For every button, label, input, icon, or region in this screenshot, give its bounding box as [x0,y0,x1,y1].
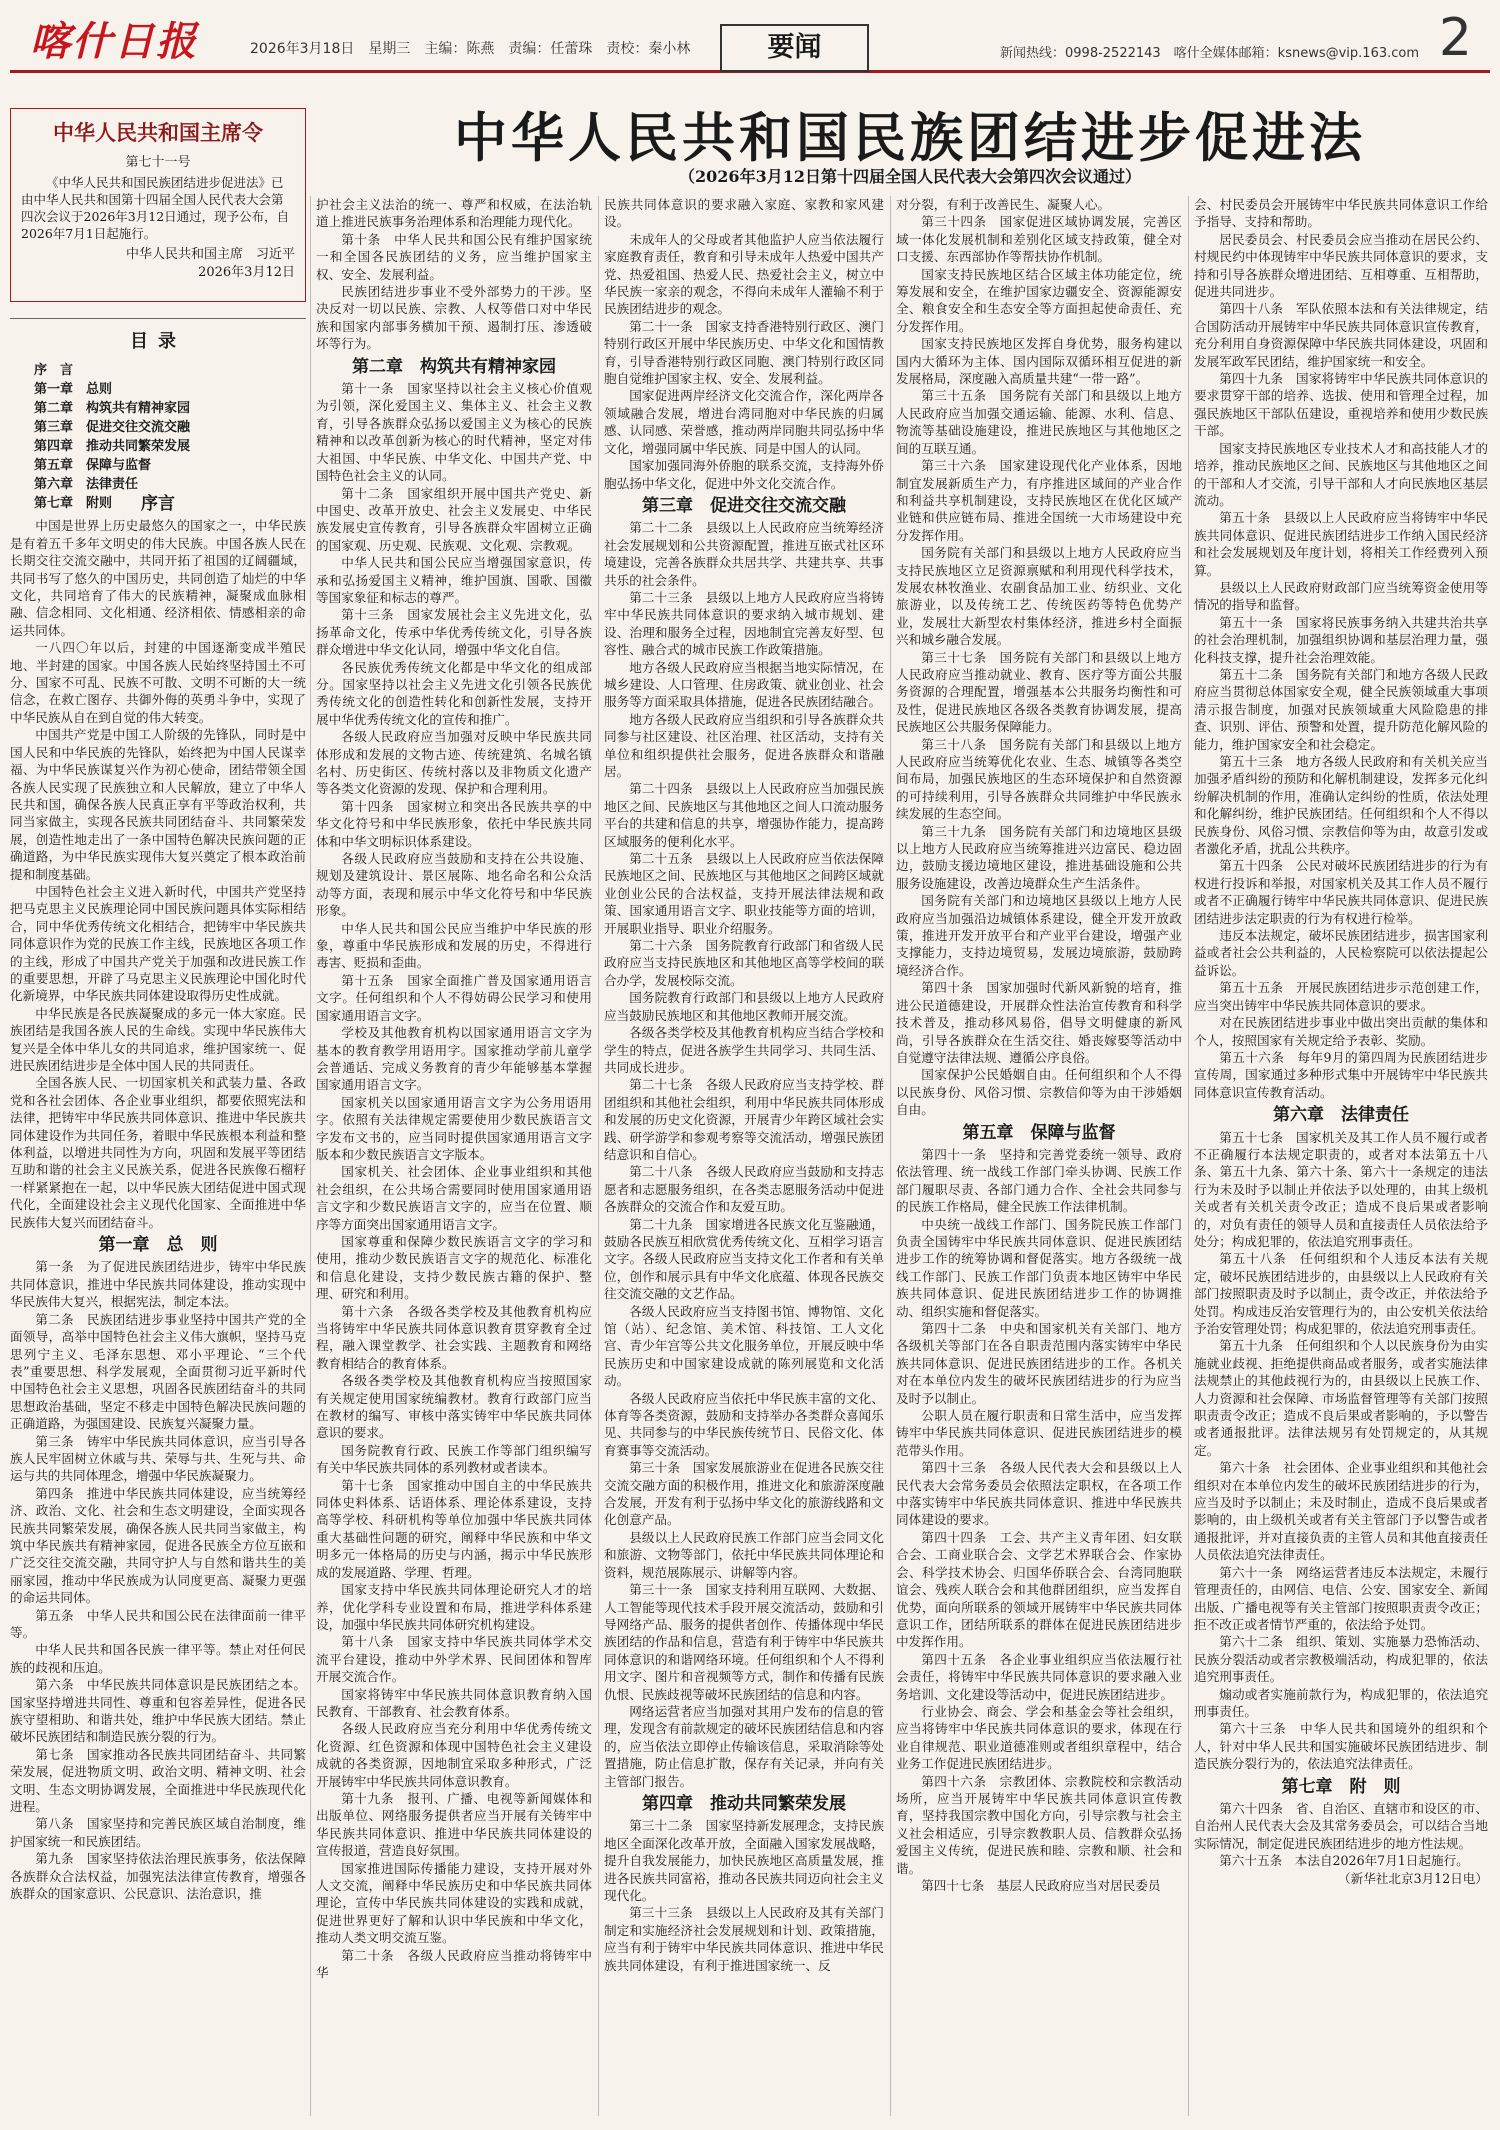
article: 第十条 中华人民共和国公民有维护国家统一和全国各民族团结的义务，应当维护国家主权、安全、发展利益。 [316,231,592,282]
toc-item: 序 言 [34,363,74,378]
order-body: 《中华人民共和国民族团结进步促进法》已由中华人民共和国第十四届全国人民代表大会第四次会议于2026年3月12日通过，现予公布，自2026年7月1日起施行。 [21,175,290,241]
article: 第二十六条 国务院教育行政部门和省级人民政府应当支持民族地区和其他地区高等学校间的联合办学，发展校际交流。 [604,938,884,988]
column-rule [890,196,891,2116]
paragraph: 全国各族人民、一切国家机关和武装力量、各政党和各社会团体、各企业事业组织，都要依照宪法和法律，把铸牢中华民族共同体意识、推进中华民族共同体建设作为共同任务，着眼中华民族根本利益和整体利益，以增进共同性为方向，巩固和发展平等团结互助和谐的社会主义民族关系，促进各民族像石榴籽一样紧紧抱在一起，以中华民族大团结促进中国式现代化，全面建设社会主义现代化国家、全面推进中华民族伟大复兴而团结奋斗。 [10,1075,306,1230]
article: 第十二条 国家组织开展中国共产党史、新中国史、改革开放史、社会主义发展史、中华民族发展史宣传教育，引导各族群众牢固树立正确的国家观、历史观、民族观、文化观、宗教观。 [316,485,592,553]
article: 第十六条 各级各类学校及其他教育机构应当将铸牢中华民族共同体意识教育贯穿教育全过程，融入课堂教学、社会实践、主题教育和网络教育相结合的教育体系。 [316,1303,592,1371]
chapter-heading: 第三章 促进交往交流交融 [642,495,846,516]
chapter-heading: 第五章 保障与监督 [962,1122,1116,1143]
paragraph: 未成年人的父母或者其他监护人应当依法履行家庭教育责任，教育和引导未成年人热爱中国共产党、热爱祖国、热爱人民、热爱社会主义，树立中华民族一家亲的观念，不得向未成年人灌输不利于民族团结进步的观念。 [604,231,884,317]
presidential-order [10,108,306,302]
paragraph: 中国共产党是中国工人阶级的先锋队，同时是中国人民和中华民族的先锋队，始终把为中国人民谋幸福、为中华民族谋复兴作为初心使命，团结带领全国各族人民实现了民族独立和人民解放，建立了中华人民共和国，确保各族人民真正享有平等政治权利，共同当家做主，实现各民族共同团结奋斗、共同繁荣发展，创造性地走出了一条中国特色解决民族问题的正确道路，为中华民族实现伟大复兴奠定了根本政治前提和制度基础。 [10,727,306,882]
hotline: 新闻热线：0998-2522143 喀什全媒体邮箱：ksnews@vip.163.com [1000,46,1420,61]
article: 第六十一条 网络运营者违反本法规定，未履行管理责任的，由网信、电信、公安、国家安全、新闻出版、广播电视等有关主管部门按照职责责令改正；拒不改正或者情节严重的，依法给予处罚。 [1194,1564,1488,1632]
text-column-3 [604,196,884,2120]
paragraph: 国务院教育行政部门和县级以上地方人民政府应当鼓励民族地区和其他地区教师开展交流。 [604,990,884,1023]
paragraph: 违反本法规定，破坏民族团结进步，损害国家利益或者社会公共利益的，人民检察院可以依法提起公益诉讼。 [1194,928,1488,978]
toc-item: 第四章 推动共同繁荣发展 [34,439,191,454]
paragraph: 居民委员会、村民委员会应当推动在居民公约、村规民约中体现铸牢中华民族共同体意识的要求，支持和引导各族群众增进团结、互相尊重、互相帮助，促进共同进步。 [1194,231,1488,300]
article: 第四十五条 各企业事业组织应当依法履行社会责任，将铸牢中华民族共同体意识的要求融入业务培训、文化建设等活动中，促进民族团结进步。 [896,1651,1182,1702]
paragraph: 民族共同体意识的要求融入家庭、家教和家风建设。 [604,197,884,230]
paragraph: 地方各级人民政府应当组织和引导各族群众共同参与社区建设、社区治理、社区活动，支持有关单位和组织提供社会服务，促进各族群众和谐融居。 [604,711,884,779]
article: 第五条 中华人民共和国公民在法律面前一律平等。 [10,1607,306,1640]
article: 第五十六条 每年9月的第四周为民族团结进步宣传周，国家通过多种形式集中开展铸牢中华民族共同体意识宣传教育活动。 [1194,1049,1488,1100]
article: 第十四条 国家树立和突出各民族共享的中华文化符号和中华民族形象，依托中华民族共同体和中华文明标识体系建设。 [316,798,592,849]
text-column-2 [316,196,592,2120]
chapter-heading: 第一章 总 则 [98,1235,218,1256]
paragraph: 护社会主义法治的统一、尊严和权威，在法治轨道上推进民族事务治理体系和治理能力现代化。 [316,197,592,230]
article: 第五十条 县级以上人民政府应当将铸牢中华民族共同体意识、促进民族团结进步工作纳入国民经济和社会发展规划及年度计划，将相关工作经费列入预算。 [1194,510,1488,578]
article: 第六十四条 省、自治区、直辖市和设区的市、自治州人民代表大会及其常务委员会，可以结合当地实际情况，制定促进民族团结进步的地方性法规。 [1194,1800,1488,1851]
paragraph: 煽动或者实施前款行为，构成犯罪的，依法追究刑事责任。 [1194,1686,1488,1719]
article: 第四十三条 各级人民代表大会和县级以上人民代表大会常务委员会依照法定职权，在各项工作中落实铸牢中华民族共同体意识、推进中华民族共同体建设的要求。 [896,1460,1182,1528]
source-credit: （新华社北京3月12日电） [1338,1870,1488,1886]
chapter-heading: 第六章 法律责任 [1273,1105,1409,1126]
article: 第四十九条 国家将铸牢中华民族共同体意识的要求贯穿干部的培养、选拔、使用和管理全过程，加强民族地区干部队伍建设，重视培养和使用少数民族干部。 [1194,371,1488,439]
article: 第九条 国家坚持依法治理民族事务，依法保障各族群众合法权益，加强宪法法律宣传教育，增强各族群众的国家意识、公民意识、法治意识，推 [10,1851,306,1902]
article: 第四十一条 坚持和完善党委统一领导、政府依法管理、统一战线工作部门牵头协调、民族工作部门履职尽责、各部门通力合作、全社会共同参与的民族工作格局，健全民族工作法律机制。 [896,1146,1182,1215]
article: 第二十九条 国家增进各民族文化互鉴融通，鼓励各民族互相欣赏优秀传统文化、互相学习语言文字。各级人民政府应当支持文化工作者和有关单位，创作和展示具有中华文化底蕴、体现各民族交往交流交融的文艺作品。 [604,1216,884,1302]
paragraph: 各级人民政府应当支持图书馆、博物馆、文化馆（站）、纪念馆、美术馆、科技馆、工人文化宫、青少年宫等公共文化服务单位，开展反映中华民族历史和中国家建设成就的陈列展览和文化活动。 [604,1303,884,1389]
chapter-heading: 第四章 推动共同繁荣发展 [642,1793,846,1814]
paragraph: 国家支持民族地区结合区域主体功能定位，统筹发展和安全，在维护国家边疆安全、资源能源安全、粮食安全和生态安全等方面担起使命责任、充分发挥作用。 [896,266,1182,334]
article: 第二十八条 各级人民政府应当鼓励和支持志愿者和志愿服务组织，在各类志愿服务活动中促进各族群众的交流合作和友爱互助。 [604,1164,884,1215]
paragraph: 国家支持中华民族共同体理论研究人才的培养，优化学科专业设置和布局，推进学科体系建设，加强中华民族共同体研究机构建设。 [316,1582,592,1632]
toc-title: 目录 [130,331,186,352]
paragraph: 国务院教育行政、民族工作等部门组织编写有关中华民族共同体的系列教材或者读本。 [316,1442,592,1476]
order-signature [21,246,295,282]
paragraph: 一八四〇年以后，封建的中国逐渐变成半殖民地、半封建的国家。中国各族人民始终坚持国土不可分、国家不可乱、民族不可散、文明不可断的大一统信念，在救亡图存、共御外侮的英勇斗争中，实现了中华民族从自在到自觉的伟大转变。 [10,640,306,725]
article: 第三十一条 国家支持利用互联网、大数据、人工智能等现代技术手段开展交流活动，鼓励和引导网络产品、服务的提供者创作、传播体现中华民族团结的作品和信息，营造有利于铸牢中华民族共同体意识的和谐网络环境。任何组织和个人不得利用文字、图片和音视频等方式，制作和传播有民族仇恨、民族歧视等破坏民族团结的信息和内容。 [604,1582,884,1702]
chapter-heading: 第七章 附 则 [1281,1776,1401,1797]
order-date: 2026年3月12日 [198,265,295,280]
order-number: 第七十一号 [125,155,191,170]
article: 第二十四条 县级以上人民政府应当加强民族地区之间、民族地区与其他地区之间人口流动服务平台的共建和信息的共享，增强协作能力，提高跨区域服务的便利化水平。 [604,781,884,849]
masthead [10,8,1490,73]
paragraph: 国家加强同海外侨胞的联系交流，支持海外侨胞弘扬中华文化，促进中外文化交流合作。 [604,458,884,491]
article: 第三十八条 国务院有关部门和县级以上地方人民政府应当统筹优化农业、生态、城镇等各类空间布局，加强民族地区的生态环境保护和自然资源的可持续利用，引导各族群众共同维护中华民族永续发展的生态空间。 [896,736,1182,822]
page-number: 2 [1438,8,1472,68]
preamble-heading: 序言 [141,494,175,514]
article: 第三十四条 国家促进区域协调发展，完善区域一体化发展机制和差别化区域支持政策，健全对口支援、东西部协作等帮扶协作机制。 [896,214,1182,265]
column-rule [1188,196,1189,2116]
article: 第三条 铸牢中华民族共同体意识，应当引导各族人民牢固树立休戚与共、荣辱与共、生死与共、命运与共的共同体理念，增强中华民族凝聚力。 [10,1433,306,1484]
article: 第五十七条 国家机关及其工作人员不履行或者不正确履行本法规定职责的，或者对本法第五十八条、第五十九条、第六十条、第六十一条规定的违法行为未及时予以制止并依法予以处理的，由其上级机关或者有关机关责令改正；造成不良后果或者影响的，对负有责任的领导人员和直接责任人员依法给予处分；构成犯罪的，依法追究刑事责任。 [1194,1129,1488,1249]
article: 第三十七条 国务院有关部门和县级以上地方人民政府应当推动就业、教育、医疗等方面公共服务资源的合理配置，增强基本公共服务均衡性和可及性，促进民族地区各级各类教育协调发展，提高民族地区公共服务保障能力。 [896,649,1182,735]
paragraph: 会、村民委员会开展铸牢中华民族共同体意识工作给予指导、支持和帮助。 [1194,197,1488,230]
text-column-1 [10,490,306,2120]
paragraph: 国家促进两岸经济文化交流合作，深化两岸各领域融合发展，增进台湾同胞对中华民族的归属感、认同感、荣誉感，推动两岸同胞共同弘扬中华文化，增强同属中华民族、同是中国人的认同。 [604,388,884,456]
toc-item: 第三章 促进交往交流交融 [34,420,191,435]
article: 第二条 民族团结进步事业坚持中国共产党的全面领导，高举中国特色社会主义伟大旗帜，坚持马克思列宁主义、毛泽东思想、邓小平理论、“三个代表”重要思想、科学发展观，全面贯彻习近平新时代中国特色社会主义思想，巩固各民族团结奋斗的共同思想政治基础，坚定不移走中国特色解决民族问题的正确道路，为强国建设、民族复兴凝聚力量。 [10,1311,306,1432]
article: 第五十九条 任何组织和个人以民族身份为由实施就业歧视、拒绝提供商品或者服务，或者实施法律法规禁止的其他歧视行为的，由县级以上民族工作、人力资源和社会保障、市场监督管理等有关部门按照职责责令改正；造成不良后果或者影响的，予以警告或者通报批评。法律法规另有处罚规定的，从其规定。 [1194,1338,1488,1458]
paragraph: 各级各类学校及其他教育机构应当按照国家有关规定使用国家统编教材。教育行政部门应当在教材的编写、审核中落实铸牢中华民族共同体意识的要求。 [316,1373,592,1441]
section-label: 要闻 [720,24,869,72]
paragraph: 国家机关、社会团体、企业事业组织和其他社会组织，在公共场合需要同时使用国家通用语言文字和少数民族语言文字的，应当在位置、顺序等方面突出国家通用语言文字。 [316,1164,592,1232]
text-column-4 [896,196,1182,2120]
toc-item: 第一章 总则 [34,382,113,397]
article: 第二十二条 县级以上人民政府应当统筹经济社会发展规划和公共资源配置，推进互嵌式社区环境建设，完善各族群众共居共学、共建共享、共事共乐的社会条件。 [604,520,884,588]
paragraph: 民族团结进步事业不受外部势力的干涉。坚决反对一切以民族、宗教、人权等借口对中华民族和国家内部事务横加干预、遏制打压、渗透破坏等行为。 [316,284,592,352]
paragraph: 国家支持民族地区发挥自身优势，服务构建以国内大循环为主体、国内国际双循环相互促进的新发展格局，深度融入高质量共建“一带一路”。 [896,336,1182,387]
paragraph: 各级人民政府应当鼓励和支持在公共设施、规划及建筑设计、景区展陈、地名命名和公众活动等方面，表现和展示中华文化符号和中华民族形象。 [316,851,592,919]
paragraph: 国家将铸牢中华民族共同体意识教育纳入国民教育、干部教育、社会教育体系。 [316,1686,592,1719]
paragraph: 中国特色社会主义进入新时代，中国共产党坚持把马克思主义民族理论同中国民族问题具体实际相结合，同中华优秀传统文化相结合，把铸牢中华民族共同体意识作为党的民族工作主线，民族地区各项工作的主线，形成了中国共产党关于加强和改进民族工作的重要思想，开辟了马克思主义民族理论中国化时代化新境界，中华民族共同体建设取得历史性成就。 [10,883,306,1004]
paragraph: 国家保护公民婚姻自由。任何组织和个人不得以民族身份、风俗习惯、宗教信仰等为由干涉婚姻自由。 [896,1067,1182,1118]
article: 第四条 推进中华民族共同体建设，应当统筹经济、政治、文化、社会和生态文明建设，全面实现各民族共同繁荣发展，确保各族人民共同当家做主，构筑中华民族共有精神家园，促进各民族全方位互嵌和广泛交往交流交融，共同守护人与自然和谐共生的美丽家园，推动中华民族成为认同度更高、凝聚力更强的命运共同体。 [10,1485,306,1606]
article: 第二十三条 县级以上地方人民政府应当将铸牢中华民族共同体意识的要求纳入城市规划、建设、治理和服务全过程，因地制宜完善友好型、包容性、融合式的城市民族工作政策措施。 [604,589,884,658]
paragraph: 各级各类学校及其他教育机构应当结合学校和学生的特点，促进各族学生共同学习、共同生活、共同成长进步。 [604,1025,884,1075]
paragraph: 网络运营者应当加强对其用户发布的信息的管理，发现含有前款规定的破坏民族团结信息和内容的，应当依法立即停止传输该信息，采取消除等处置措施，防止信息扩散，保存有关记录，并向有关主管部门报告。 [604,1703,884,1789]
paragraph: 行业协会、商会、学会和基金会等社会组织，应当将铸牢中华民族共同体意识的要求，体现在行业自律规范、职业道德准则或者组织章程中，结合业务工作促进民族团结进步。 [896,1703,1182,1772]
article: 第四十四条 工会、共产主义青年团、妇女联合会、工商业联合会、文学艺术界联合会、作家协会、科学技术协会、归国华侨联合会、台湾同胞联谊会、残疾人联合会和其他群团组织，应当发挥自优势，面向所联系的领域开展铸牢中华民族共同体意识工作，团结所联系的群体在促进民族团结进步中发挥作用。 [896,1529,1182,1650]
paragraph: 中华人民共和国公民应当增强国家意识，传承和弘扬爱国主义精神，维护国旗、国歌、国徽等国家象征和标志的尊严。 [316,555,592,605]
article: 第七条 国家推动各民族共同团结奋斗、共同繁荣发展，促进物质文明、政治文明、精神文明、社会文明、生态文明协调发展，全面推进中华民族现代化进程。 [10,1746,306,1815]
paragraph: 中华人民共和国公民应当维护中华民族的形象，尊重中华民族形成和发展的历史，不得进行毒害、贬损和歪曲。 [316,920,592,971]
article: 第二十条 各级人民政府应当推动将铸牢中华 [316,1947,592,1981]
article: 第十七条 国家推动中国自主的中华民族共同体史料体系、话语体系、理论体系建设，支持高等学校、科研机构等单位加强中华民族共同体重大基础性问题的研究，阐释中华民族和中华文明多元一体格局的历史与内涵，揭示中华民族形成的发展道路、学理、哲理。 [316,1477,592,1580]
article: 第十八条 国家支持中华民族共同体学术交流平台建设，推动中外学术界、民间团体和智库开展交流合作。 [316,1634,592,1685]
paragraph: 国务院有关部门和县级以上地方人民政府应当支持民族地区立足资源禀赋和利用现代科学技术，发展农林牧渔业、农副食品加工业、纺织业、文化旅游业，以及传统工艺、传统医药等特色优势产业，发展壮大新型农村集体经济，推进乡村全面振兴和城乡融合发展。 [896,545,1182,648]
paragraph: 对分裂，有利于改善民生、凝聚人心。 [896,197,1111,212]
article: 第六十五条 本法自2026年7月1日起施行。 [1219,1853,1469,1869]
article: 第四十八条 军队依照本法和有关法律规定，结合国防活动开展铸牢中华民族共同体意识宣传教育，充分利用自身资源保障中华民族共同体建设，巩固和发展军政军民团结，维护国家统一和安全。 [1194,301,1488,369]
article: 第三十条 国家发展旅游业在促进各民族交往交流交融方面的积极作用，推进文化和旅游深度融合发展，开发有利于弘扬中华文化的旅游线路和文化创意产品。 [604,1460,884,1528]
paragraph: 各级人民政府应当充分利用中华优秀传统文化资源、红色资源和体现中国特色社会主义建设成就的各类资源，因地制宜采取多种形式，广泛开展铸牢中华民族共同体意识教育。 [316,1721,592,1789]
paragraph: 中华民族是各民族凝聚成的多元一体大家庭。民族团结是我国各族人民的生命线。实现中华民族伟大复兴是全体中华儿女的共同追求，维护国家统一、促进民族团结进步是全体中国人民的共同责任。 [10,1005,306,1073]
paragraph: 公职人员在履行职责和日常生活中，应当发挥铸牢中华民族共同体意识、促进民族团结进步的模范带头作用。 [896,1408,1182,1458]
column-rule [598,196,599,2116]
newspaper-logo: 喀什日报 [30,19,198,65]
article: 第四十条 国家加强时代新风新貌的培育，推进公民道德建设，开展群众性法治宣传教育和科学技术普及，推动移风易俗，倡导文明健康的新风尚，引导各族群众在生活交往、婚丧嫁娶等活动中自觉遵守法律法规、遵循公序良俗。 [896,980,1182,1065]
article: 第五十一条 国家将民族事务纳入共建共治共享的社会治理机制，加强组织协调和基层治理力量，强化科技支撑，提升社会治理效能。 [1194,614,1488,665]
article: 第三十二条 国家坚持新发展理念，支持民族地区全面深化改革开放，全面融入国家发展战略，提升自我发展能力，加快民族地区高质量发展，推进各民族共同富裕，推动各民族共同迈向社会主义现代化。 [604,1818,884,1903]
article: 第三十三条 县级以上人民政府及其有关部门制定和实施经济社会发展规划和计划、政策措施，应当有利于铸牢中华民族共同体意识、推进中华民族共同体建设，有利于推进国家统一、反 [604,1905,884,1973]
article: 第六条 中华民族共同体意识是民族团结之本。国家坚持增进共同性、尊重和包容差异性，促进各民族守望相助、和谐共处，维护中华民族大团结。禁止破坏民族团结和制造民族分裂的行为。 [10,1677,306,1745]
article: 第六十三条 中华人民共和国境外的组织和个人，针对中华人民共和国实施破坏民族团结进步、制造民族分裂行为的，依法追究法律责任。 [1194,1721,1488,1772]
paragraph: 各级人民政府应当依托中华民族丰富的文化、体育等各类资源，鼓励和支持举办各类群众喜闻乐见、共同参与的中华民族传统节日、民俗文化、体育赛事等交流活动。 [604,1390,884,1458]
paragraph: 对在民族团结进步事业中做出突出贡献的集体和个人，按照国家有关规定给予表彰、奖励。 [1194,1015,1488,1048]
headline-subtitle: （2026年3月12日第十四届全国人民代表大会第四次会议通过） [679,167,1141,186]
article: 第五十五条 开展民族团结进步示范创建工作，应当突出铸牢中华民族共同体意识的要求。 [1194,980,1488,1013]
article: 第六十条 社会团体、企业事业组织和其他社会组织对在本单位内发生的破坏民族团结进步的行为，应当及时予以制止；未及时制止，造成不良后果或者影响的，由上级机关或者有关主管部门予以警告或者通报批评，并对直接负责的主管人员和其他直接责任人员依法追究法律责任。 [1194,1460,1488,1563]
text-column-5 [1194,196,1488,2120]
article: 第十一条 国家坚持以社会主义核心价值观为引领，深化爱国主义、集体主义、社会主义教育，引导各族群众弘扬以爱国主义为核心的民族精神和以改革创新为核心的时代精神，坚定对伟大祖国、中华民族、中华文化、中国共产党、中国特色社会主义的认同。 [316,381,592,484]
article: 第十九条 报刊、广播、电视等新闻媒体和出版单位、网络服务提供者应当开展有关铸牢中华民族共同体意识、推进中华民族共同体建设的宣传报道，营造良好氛围。 [316,1790,592,1859]
article: 第五十三条 地方各级人民政府和有关机关应当加强矛盾纠纷的预防和化解机制建设，发挥多元化纠纷解决机制的作用，准确认定纠纷的性质，依法处理和化解纠纷，维护民族团结。任何组织和个人不得以民族身份、风俗习惯、宗教信仰等为由，故意引发或者激化矛盾，扰乱公共秩序。 [1194,754,1488,857]
paragraph: 国家推进国际传播能力建设，支持开展对外人文交流，阐释中华民族历史和中华民族共同体理论，宣传中华民族共同体建设的实践和成就，促进世界更好了解和认识中华民族和中华文化，推动人类文明交流互鉴。 [316,1860,592,1946]
article: 第八条 国家坚持和完善民族区域自治制度，维护国家统一和民族团结。 [10,1816,306,1849]
order-title: 中华人民共和国主席令 [53,121,263,145]
article: 第三十六条 国家建设现代化产业体系，因地制宜发展新质生产力，有序推进区域间的产业合作和利益共享机制建设，支持民族地区在优化区域产业链和供应链布局、推进全国统一大市场建设中充分发挥作用。 [896,458,1182,543]
date-line: 2026年3月18日 星期三 主编：陈燕 责编：任蕾珠 责校：秦小林 [250,41,691,57]
article: 第五十二条 国务院有关部门和地方各级人民政府应当贯彻总体国家安全观，健全民族领域重大事项清示报告制度，加强对民族领域重大风险隐患的排查、识别、评估、预警和处置，提升防范化解风险的能力，维护国家安全和社会稳定。 [1194,666,1488,752]
article: 第二十七条 各级人民政府应当支持学校、群团组织和其他社会组织，利用中华民族共同体形成和发展的历史文化资源，开展青少年跨区域社会实践、研学游学和参观考察等交流活动，增强民族团结意识和自信心。 [604,1077,884,1162]
article: 第二十五条 县级以上人民政府应当依法保障民族地区之间、民族地区与其他地区之间跨区域就业创业公民的合法权益，支持开展法律法规和政策、国家通用语言文字、职业技能等方面的培训，开展职业指导、职业介绍服务。 [604,851,884,936]
paragraph: 国家机关以国家通用语言文字为公务用语用字。依照有关法律规定需要使用少数民族语言文字发布文书的，应当同时提供国家通用语言文字版本和少数民族语言文字版本。 [316,1094,592,1162]
paragraph: 各级人民政府应当加强对反映中华民族共同体形成和发展的文物古迹、传统建筑、名城名镇名村、历史街区、传统村落以及非物质文化遗产等各类文化资源的发现、保护和合理利用。 [316,729,592,797]
paragraph: 中国是世界上历史最悠久的国家之一，中华民族是有着五千多年文明史的伟大民族。中国各族人民在长期交往交流交融中，共同开拓了祖国的辽阔疆域，共同书写了悠久的中国历史，共同创造了灿烂的中华文化，共同培育了伟大的民族精神，凝聚成血脉相融、信念相同、文化相通、经济相依、情感相亲的命运共同体。 [10,518,306,638]
paragraph: 县级以上人民政府财政部门应当统筹资金使用等情况的指导和监督。 [1194,579,1488,613]
paragraph: 国务院有关部门和边境地区县级以上地方人民政府应当加强沿边城镇体系建设，健全开发开放政策，推进开发开放平台和产业平台建设，增强产业支撑能力，支持边境贸易，发展边境旅游，鼓励跨境经济合作。 [896,893,1182,978]
article: 第四十七条 基层人民政府应当对居民委员 [921,1878,1161,1893]
column-rule [310,196,311,2116]
paragraph: 各民族优秀传统文化都是中华文化的组成部分。国家坚持以社会主义先进文化引领各民族优秀传统文化的创造性转化和创新性发展，支持开展中华优秀传统文化的宣传和推广。 [316,659,592,727]
headline: 中华人民共和国民族团结进步促进法 [454,108,1366,169]
paragraph: 中华人民共和国各民族一律平等。禁止对任何民族的歧视和压迫。 [10,1642,306,1675]
article: 第五十四条 公民对破坏民族团结进步的行为有权进行投诉和举报，对国家机关及其工作人员不履行或者不正确履行铸牢中华民族共同体意识、促进民族团结进步法定职责的行为有权进行检举。 [1194,858,1488,926]
chapter-heading: 第二章 构筑共有精神家园 [352,356,556,377]
article: 第四十二条 中央和国家机关有关部门、地方各级机关等部门在各自职责范围内落实铸牢中华民族共同体意识、促进民族团结进步的工作。各机关对在本单位内发生的破坏民族团结进步的行为应当及时予以制止。 [896,1321,1182,1406]
article: 第一条 为了促进民族团结进步，铸牢中华民族共同体意识，推进中华民族共同体建设，推动实现中华民族伟大复兴，根据宪法，制定本法。 [10,1259,306,1310]
article: 第六十二条 组织、策划、实施暴力恐怖活动、民族分裂活动或者宗教极端活动，构成犯罪的，依法追究刑事责任。 [1194,1634,1488,1685]
article: 第三十五条 国务院有关部门和县级以上地方人民政府应当加强交通运输、能源、水利、信息、物流等基础设施建设，推进民族地区与其他地区之间的互联互通。 [896,388,1182,456]
article: 第五十八条 任何组织和个人违反本法有关规定，破坏民族团结进步的，由县级以上人民政府有关部门按照职责及时予以制止，责令改正，并依法给予处罚。构成违反治安管理行为的，由公安机关依法给予治安管理处罚；构成犯罪的，依法追究刑事责任。 [1194,1251,1488,1336]
article: 第三十九条 国务院有关部门和边境地区县级以上地方人民政府应当统筹推进兴边富民、稳边固边，鼓励支援边境地区建设，推进基础设施和公共服务设施建设，改善边境群众生产生活条件。 [896,823,1182,891]
paragraph: 县级以上人民政府民族工作部门应当会同文化和旅游、文物等部门，依托中华民族共同体理论和资料，规范展陈展示、讲解等内容。 [604,1529,884,1580]
article: 第二十一条 国家支持香港特别行政区、澳门特别行政区开展中华民族历史、中华文化和国情教育，引导香港特别行政区同胞、澳门特别行政区同胞自觉维护国家主权、安全、发展利益。 [604,318,884,387]
paragraph: 中央统一战线工作部门、国务院民族工作部门负责全国铸牢中华民族共同体意识、促进民族团结进步工作的统筹协调和督促落实。地方各级统一战线工作部门、民族工作部门负责本地区铸牢中华民族共同体意识、促进民族团结进步工作的协调推动、组织实施和督促落实。 [896,1216,1182,1319]
toc-item: 第七章 附则 [34,496,113,511]
article: 第十三条 国家发展社会主义先进文化，弘扬革命文化，传承中华优秀传统文化，引导各族群众增进中华文化认同，增强中华文化自信。 [316,607,592,658]
paragraph: 地方各级人民政府应当根据当地实际情况，在城乡建设、人口管理、住房政策、就业创业、社会服务等方面采取具体措施，促进各民族团结融合。 [604,659,884,710]
toc-item: 第五章 保障与监督 [34,458,152,473]
toc-item: 第二章 构筑共有精神家园 [34,401,191,416]
order-signer: 中华人民共和国主席 习近平 [125,247,295,262]
article: 第四十六条 宗教团体、宗教院校和宗教活动场所，应当开展铸牢中华民族共同体意识宣传教育，坚持我国宗教中国化方向，引导宗教与社会主义社会相适应，引导宗教教职人员、信教群众弘扬爱国主义传统，促进民族和睦、宗教和顺、社会和谐。 [896,1773,1182,1876]
paragraph: 国家尊重和保障少数民族语言文字的学习和使用，推动少数民族语言文字的规范化、标准化和信息化建设，支持少数民族古籍的保护、整理、研究和利用。 [316,1233,592,1302]
paragraph: 学校及其他教育机构以国家通用语言文字为基本的教育教学用语用字。国家推动学前儿童学会普通话、完成义务教育的青少年能够基本掌握国家通用语言文字。 [316,1025,592,1093]
toc-item: 第六章 法律责任 [34,477,139,492]
paragraph: 国家支持民族地区专业技术人才和高技能人才的培养，推动民族地区之间、民族地区与其他地区之间的干部和人才交流，引导干部和人才向民族地区基层流动。 [1194,440,1488,508]
article: 第十五条 国家全面推广普及国家通用语言文字。任何组织和个人不得妨碍公民学习和使用国家通用语言文字。 [316,972,592,1023]
